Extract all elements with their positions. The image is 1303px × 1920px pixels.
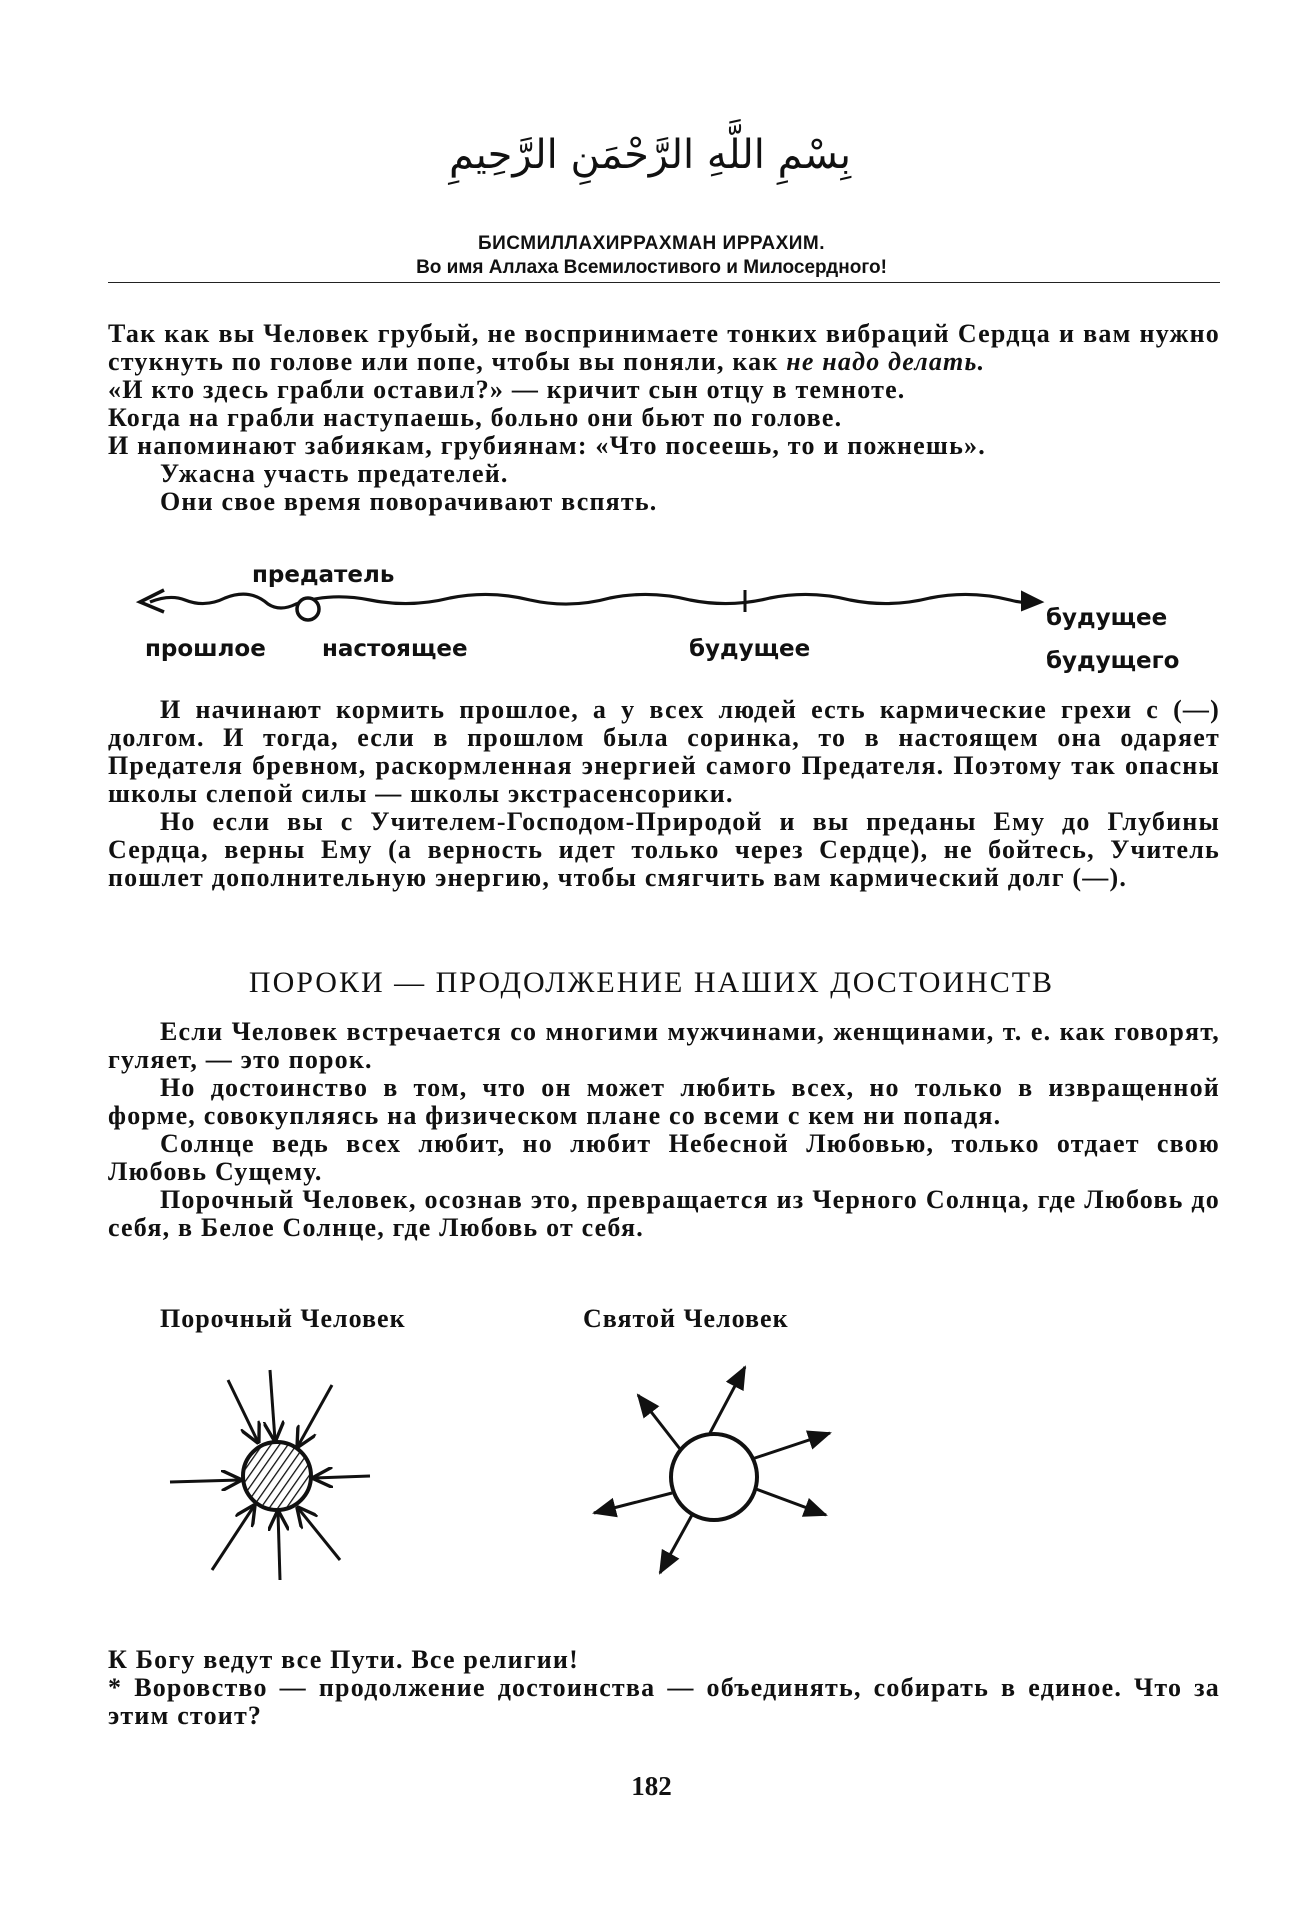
label-present: настоящее xyxy=(322,636,468,662)
outward-arrow xyxy=(638,1395,680,1449)
white-sun-circle xyxy=(671,1434,757,1520)
body-paragraph-1: И начинают кормить прошлое, а у всех людей есть кармические грехи с (—) долгом. И тогда, если в прошлом была соринка, то в настоящем она одаряет Предателя бревном, раскормленная энергией самого Предателя. Поэтому так опасны школы слепой силы — школы экстрасенсорики. xyxy=(108,695,1220,808)
inward-arrow xyxy=(278,1512,280,1580)
body-block xyxy=(108,696,1220,892)
inward-arrow xyxy=(314,1476,370,1478)
section-paragraph-4: Порочный Человек, осознав это, превращается из Черного Солнца, где Любовь до себя, в Белое Солнце, где Любовь от себя. xyxy=(108,1185,1220,1242)
header-title: БИСМИЛЛАХИРРАХМАН ИРРАХИМ. xyxy=(477,233,826,254)
timeline-left-arrowhead xyxy=(140,590,164,612)
label-past: прошлое xyxy=(145,636,266,662)
section-block xyxy=(108,1018,1220,1242)
intro-line-4: И напоминают забиякам, грубиянам: «Что посеешь, то и пожнешь». xyxy=(108,431,986,460)
inward-arrow xyxy=(228,1380,258,1442)
intro-line-2: «И кто здесь грабли оставил?» — кричит сын отцу в темноте. xyxy=(108,375,906,404)
inward-arrow xyxy=(212,1506,254,1570)
intro-paragraph xyxy=(108,320,1220,376)
outward-arrow xyxy=(594,1493,672,1513)
bismillah-calligraphy xyxy=(448,110,852,200)
outward-arrow xyxy=(710,1367,745,1433)
black-sun-circle xyxy=(243,1442,311,1510)
bismillah-text: بِسْمِ اللَّهِ الرَّحْمَنِ الرَّحِيمِ xyxy=(448,132,852,178)
header-divider xyxy=(108,282,1220,283)
section-paragraph-3: Солнце ведь всех любит, но любит Небесной Любовью, только отдает свою Любовь Сущему. xyxy=(108,1129,1220,1186)
intro-line-5: Ужасна участь предателей. xyxy=(160,459,509,488)
present-marker-circle xyxy=(297,598,319,620)
inward-arrow xyxy=(170,1480,240,1482)
label-traitor: предатель xyxy=(252,562,395,588)
closing-line-2: * Воровство — продолжение достоинства — объединять, собирать в единое. Что за этим стоит? xyxy=(108,1673,1220,1730)
inward-arrow xyxy=(270,1370,275,1440)
intro-text: Так как вы Человек грубый, не воспринимаете тонких вибраций Сердца и вам нужно стукнуть по голове или попе, чтобы вы поняли, как xyxy=(108,319,1220,376)
outward-arrow xyxy=(756,1489,826,1515)
white-sun-diagram xyxy=(580,1355,850,1605)
timeline-wavy-line xyxy=(150,594,1035,608)
outward-arrow xyxy=(752,1433,830,1459)
body-paragraph-2: Но если вы с Учителем-Господом-Природой и вы преданы Ему до Глубины Сердца, верны Ему (а верность идет только через Сердце), не бойтесь, Учитель пошлет дополнительную энергию, чтобы смягчить вам кармический долг (—). xyxy=(108,807,1220,892)
section-heading: ПОРОКИ — ПРОДОЛЖЕНИЕ НАШИХ ДОСТОИНСТВ xyxy=(248,966,1055,999)
header-subtitle: Во имя Аллаха Всемилостивого и Милосердного! xyxy=(416,257,887,278)
intro-line-3: Когда на грабли наступаешь, больно они бьют по голове. xyxy=(108,403,843,432)
intro-block xyxy=(108,320,1220,516)
label-future-of-future-1: будущее xyxy=(1046,605,1168,631)
page-number: 182 xyxy=(631,1771,672,1801)
vicious-person-label: Порочный Человек xyxy=(160,1304,406,1333)
saint-person-label: Святой Человек xyxy=(583,1304,789,1333)
intro-line-6: Они свое время поворачивают вспять. xyxy=(160,487,658,516)
section-paragraph-2: Но достоинство в том, что он может любить всех, но только в извращенной форме, совокупляясь на физическом плане со всеми с кем ни попадя. xyxy=(108,1073,1220,1130)
outward-arrow xyxy=(660,1515,692,1573)
intro-emphasis: не надо делать. xyxy=(786,347,986,376)
inward-arrow xyxy=(298,1508,340,1560)
inward-arrow xyxy=(298,1385,332,1446)
label-future: будущее xyxy=(689,636,811,662)
timeline-right-arrowhead xyxy=(1022,592,1042,610)
section-paragraph-1: Если Человек встречается со многими мужчинами, женщинами, т. е. как говорят, гуляет, — это порок. xyxy=(108,1017,1220,1074)
closing-block xyxy=(108,1646,1220,1730)
closing-line-1: К Богу ведут все Пути. Все религии! xyxy=(108,1645,579,1674)
black-sun-diagram xyxy=(150,1360,390,1600)
label-future-of-future-2: будущего xyxy=(1046,648,1180,674)
